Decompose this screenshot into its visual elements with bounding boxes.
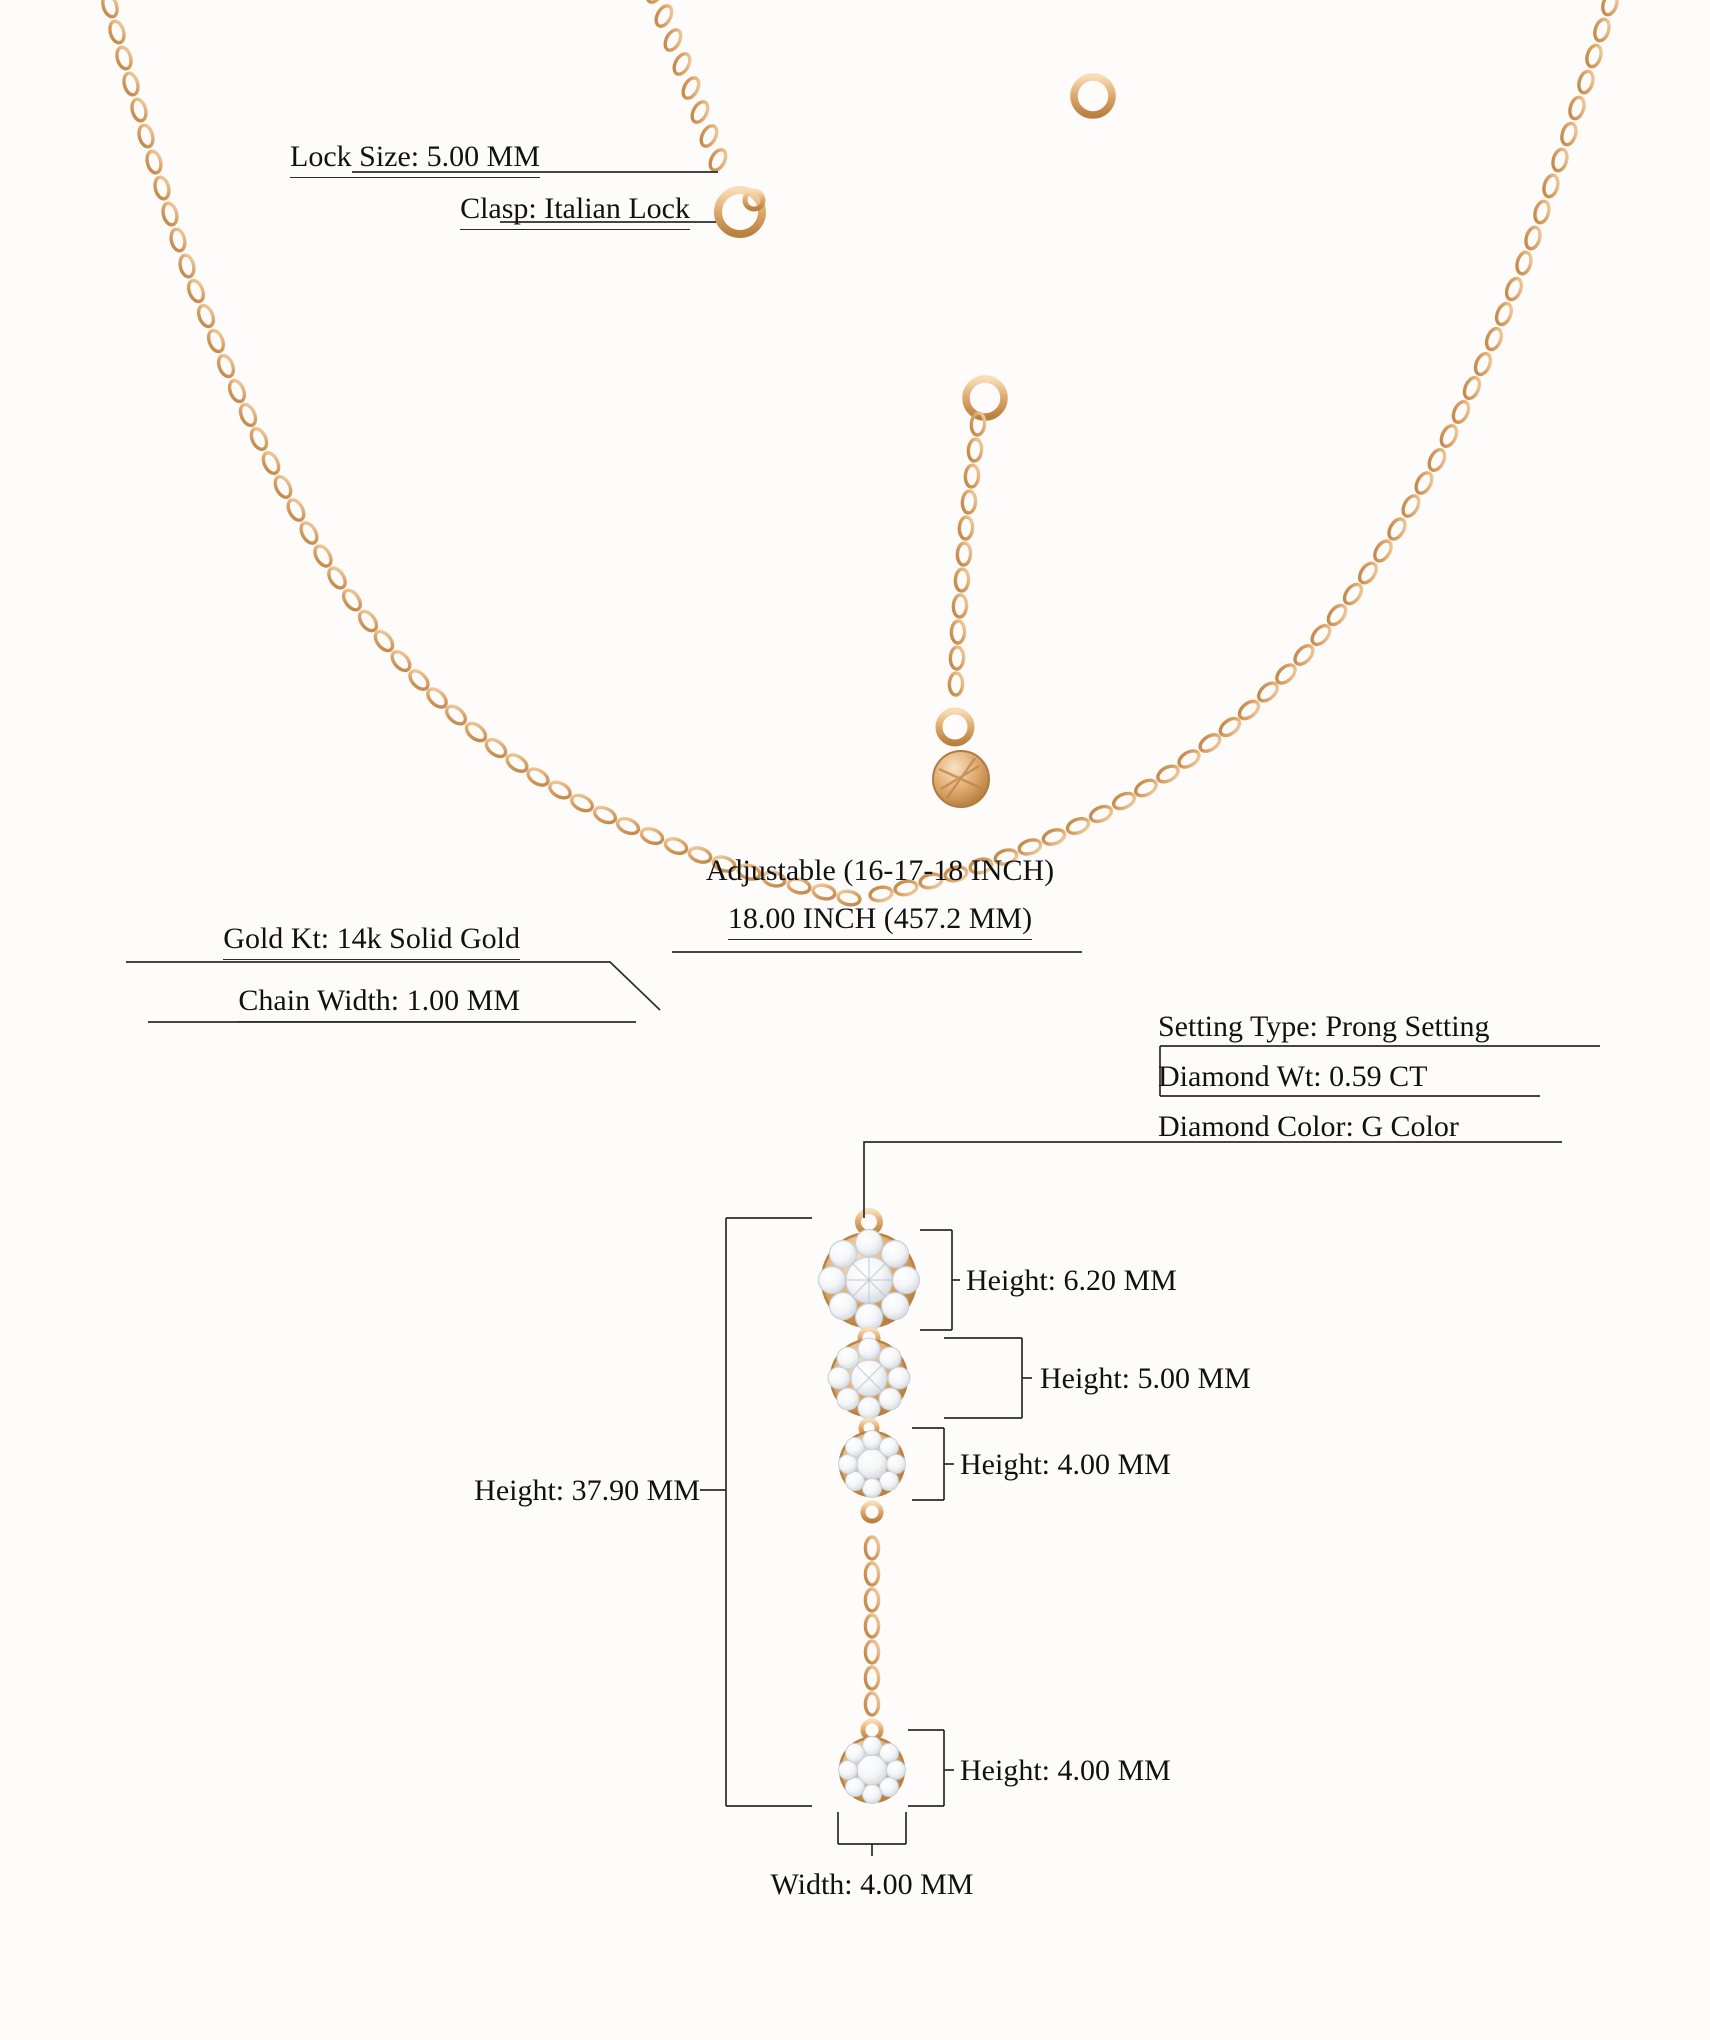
extender-bead-ring [939, 711, 971, 743]
pave-disc-4 [839, 1737, 906, 1804]
pave-disc-1 [819, 1230, 920, 1331]
annotation-diamond-wt: Diamond Wt: 0.59 CT [1158, 1060, 1428, 1093]
pave-disc-2 [828, 1338, 910, 1419]
pave-disc-3 [839, 1431, 906, 1498]
annotation-clasp: Clasp: Italian Lock [240, 190, 690, 230]
extender-chain [933, 77, 1112, 807]
annotation-setting-type: Setting Type: Prong Setting [1158, 1010, 1490, 1043]
annotation-chain-width: Chain Width: 1.00 MM [40, 982, 520, 1022]
annotation-height-total: Height: 37.90 MM [474, 1474, 700, 1507]
annotation-diamond-color: Diamond Color: G Color [1158, 1110, 1459, 1143]
annotation-height-disc-4: Height: 4.00 MM [960, 1754, 1171, 1787]
annotation-length: 18.00 INCH (457.2 MM) [600, 900, 1160, 940]
annotation-adjustable: Adjustable (16-17-18 INCH) [705, 854, 1055, 887]
annotation-height-disc-1: Height: 6.20 MM [966, 1264, 1177, 1297]
annotation-gold-kt: Gold Kt: 14k Solid Gold [40, 920, 520, 960]
extender-ring-upper [1074, 77, 1112, 115]
annotation-lock-size: Lock Size: 5.00 MM [240, 138, 540, 178]
extender-ring-lower [966, 379, 1004, 417]
annotation-height-disc-2: Height: 5.00 MM [1040, 1362, 1251, 1395]
annotation-height-disc-3: Height: 4.00 MM [960, 1448, 1171, 1481]
chain-left [100, 0, 861, 907]
annotation-width-bottom: Width: 4.00 MM [770, 1868, 974, 1901]
pendant-cluster [819, 1211, 920, 1804]
